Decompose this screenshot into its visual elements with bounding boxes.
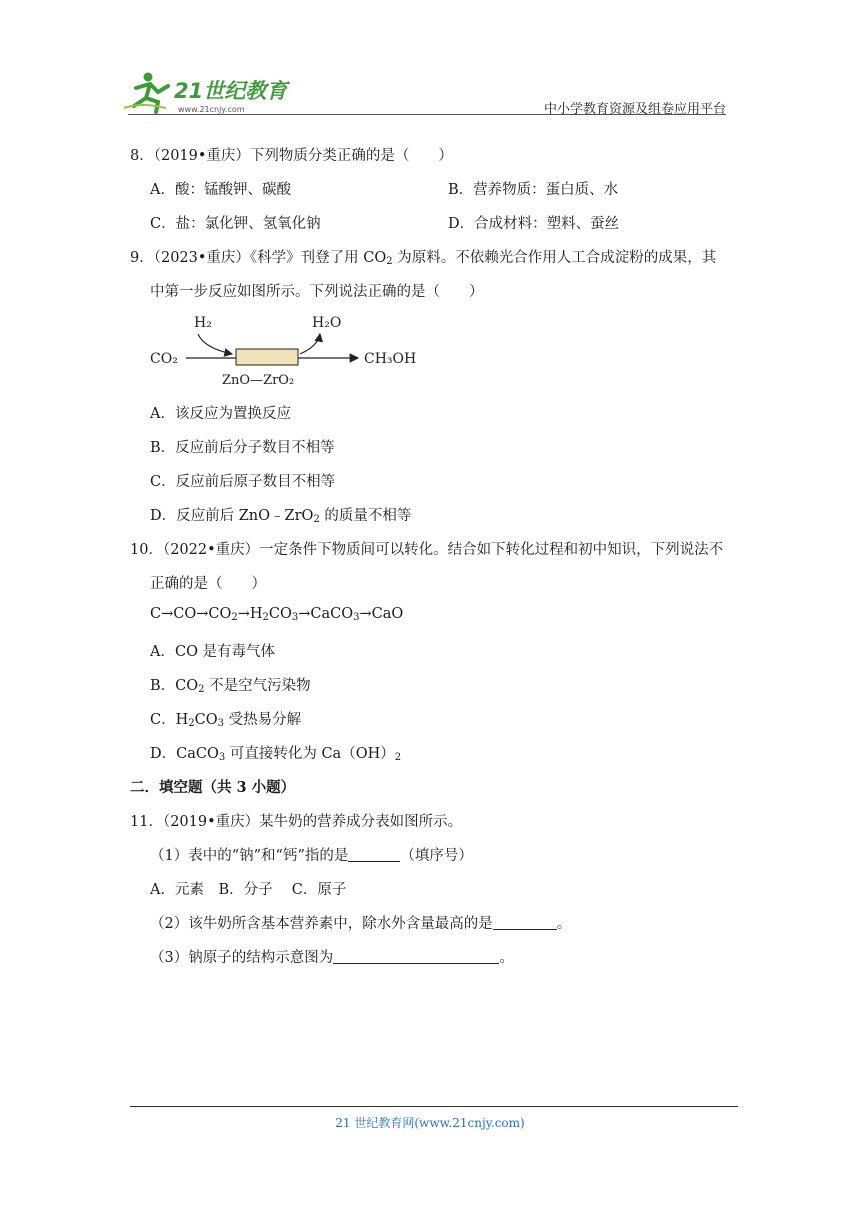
h2o-output-arrow [300, 334, 320, 354]
question-9-option-a: A．该反应为置换反应 [150, 406, 291, 422]
question-11-options: A．元素 B．分子 C．原子 [150, 882, 347, 898]
question-11-part-2: （2）该牛奶所含基本营养素中，除水外含量最高的是 。 [150, 916, 572, 932]
question-11-part-1: （1）表中的“钠”和“钙”指的是 （填序号） [150, 848, 473, 864]
question-9-option-c: C．反应前后原子数目不相等 [150, 474, 336, 490]
reactant-h2-label: H₂ [194, 315, 212, 331]
reaction-diagram [148, 310, 448, 390]
question-9-option-d: D．反应前后 ZnO﹣ZrO$_2$ 的质量不相等 [150, 508, 412, 525]
question-11-stem: 11．（2019•重庆）某牛奶的营养成分表如图所示。 [130, 814, 463, 830]
question-10-option-b: B．$CO_2$ 不是空气污染物 [150, 678, 311, 695]
question-8-option-c: C．盐：氯化钾、氢氧化钠 [150, 216, 321, 232]
catalyst-label: ZnO—ZrO₂ [222, 373, 295, 388]
question-9-option-b: B．反应前后分子数目不相等 [150, 440, 335, 456]
question-10-option-a: A．CO 是有毒气体 [150, 644, 276, 660]
question-9-stem-line-1: 9．（2023•重庆）《科学》刊登了用 $CO_2$ 为原料。不依赖光合作用人工合成淀粉的成果，其 [130, 250, 717, 267]
question-8-option-a: A．酸：锰酸钾、碳酸 [150, 182, 291, 198]
header-divider [128, 114, 726, 115]
answer-blank-1[interactable] [348, 847, 400, 862]
h2-input-arrow [198, 334, 232, 354]
catalyst-box [236, 349, 298, 365]
product-h2o-label: H₂O [312, 315, 342, 331]
question-10-option-c: C．$H_2CO_3$ 受热易分解 [150, 712, 302, 729]
svg-text:www.21cnjy.com: www.21cnjy.com [178, 105, 245, 114]
svg-text:21世纪教育: 21世纪教育 [174, 79, 288, 103]
section-heading-fill-in: 二．填空题（共 3 小题） [130, 779, 296, 796]
reactant-co2-label: CO₂ [150, 351, 178, 367]
question-11-part-3: （3）钠原子的结构示意图为 。 [150, 950, 514, 966]
question-9-stem-line-2: 中第一步反应如图所示。下列说法正确的是（ ） [150, 284, 484, 300]
answer-blank-3[interactable] [333, 949, 499, 964]
question-10-stem-line-2: 正确的是（ ） [150, 576, 266, 592]
page-header [118, 62, 726, 118]
platform-name: 中小学教育资源及组卷应用平台 [543, 102, 726, 117]
footer-link[interactable]: 21 世纪教育网(www.21cnjy.com) [335, 1116, 525, 1130]
conversion-chain: $C\to CO\to CO_2\to H_2CO_3\to CaCO_3\to CaO$ [150, 606, 404, 623]
answer-blank-2[interactable] [493, 915, 557, 930]
product-ch3oh-label: CH₃OH [364, 351, 417, 367]
question-10-stem-line-1: 10．（2022•重庆）一定条件下物质间可以转化。结合如下转化过程和初中知识，下列说法不 [130, 542, 724, 558]
question-8-option-d: D．合成材料：塑料、蚕丝 [448, 216, 620, 232]
question-10-option-d: D．CaCO$_3$ 可直接转化为 $Ca(OH)_2$ [150, 746, 402, 763]
footer-divider [130, 1106, 738, 1107]
question-8-option-b: B．营养物质：蛋白质、水 [448, 182, 619, 198]
site-logo [122, 68, 297, 116]
question-8-stem: 8．（2019•重庆）下列物质分类正确的是（ ） [130, 148, 453, 164]
